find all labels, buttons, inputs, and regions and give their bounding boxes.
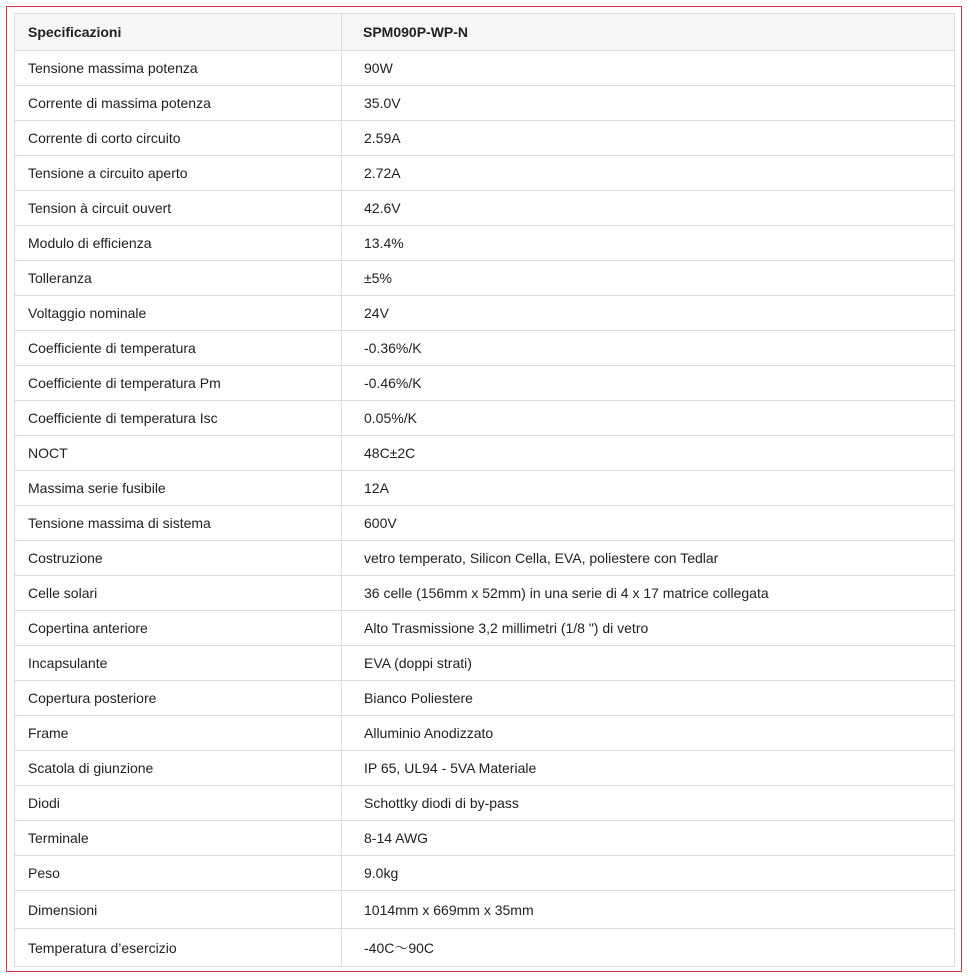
row-value: 48C±2C — [342, 436, 955, 471]
row-label: Costruzione — [15, 541, 342, 576]
table-row — [15, 891, 955, 929]
table-row — [15, 226, 955, 261]
table-row — [15, 821, 955, 856]
table-row — [15, 856, 955, 891]
row-value: Bianco Poliestere — [342, 681, 955, 716]
header-label: Specificazioni — [15, 14, 342, 51]
row-value: 600V — [342, 506, 955, 541]
table-row — [15, 366, 955, 401]
row-value: vetro temperato, Silicon Cella, EVA, poliestere con Tedlar — [342, 541, 955, 576]
row-value: 42.6V — [342, 191, 955, 226]
table-row — [15, 576, 955, 611]
row-label: Copertura posteriore — [15, 681, 342, 716]
row-value: ±5% — [342, 261, 955, 296]
row-value: EVA (doppi strati) — [342, 646, 955, 681]
row-label: Coefficiente di temperatura Isc — [15, 401, 342, 436]
row-value: 90W — [342, 51, 955, 86]
row-value: -0.46%/K — [342, 366, 955, 401]
row-label: Frame — [15, 716, 342, 751]
row-label: Incapsulante — [15, 646, 342, 681]
spec-table — [14, 13, 955, 967]
row-label: Tensione massima potenza — [15, 51, 342, 86]
row-label: Copertina anteriore — [15, 611, 342, 646]
table-row — [15, 506, 955, 541]
table-row — [15, 296, 955, 331]
row-label: Tensione massima di sistema — [15, 506, 342, 541]
table-row — [15, 436, 955, 471]
row-value: 13.4% — [342, 226, 955, 261]
table-row — [15, 646, 955, 681]
table-row — [15, 716, 955, 751]
row-value: Schottky diodi di by-pass — [342, 786, 955, 821]
row-value: IP 65, UL94 - 5VA Materiale — [342, 751, 955, 786]
table-row — [15, 681, 955, 716]
row-value: -40C～90C — [342, 929, 955, 967]
row-label: Voltaggio nominale — [15, 296, 342, 331]
table-row — [15, 86, 955, 121]
row-label: Celle solari — [15, 576, 342, 611]
row-value: -0.36%/K — [342, 331, 955, 366]
header-model: SPM090P-WP-N — [342, 14, 955, 51]
table-row — [15, 261, 955, 296]
row-value: 2.59A — [342, 121, 955, 156]
row-label: Scatola di giunzione — [15, 751, 342, 786]
table-row — [15, 611, 955, 646]
row-label: Temperatura d’esercizio — [15, 929, 342, 967]
table-row — [15, 929, 955, 967]
row-label: NOCT — [15, 436, 342, 471]
table-row — [15, 401, 955, 436]
row-label: Dimensioni — [15, 891, 342, 929]
table-row — [15, 51, 955, 86]
row-label: Coefficiente di temperatura — [15, 331, 342, 366]
table-row — [15, 156, 955, 191]
table-row — [15, 786, 955, 821]
row-label: Corrente di corto circuito — [15, 121, 342, 156]
table-row — [15, 191, 955, 226]
row-label: Modulo di efficienza — [15, 226, 342, 261]
row-value: Alto Trasmissione 3,2 millimetri (1/8 ") di vetro — [342, 611, 955, 646]
row-value: 0.05%/K — [342, 401, 955, 436]
row-value: 36 celle (156mm x 52mm) in una serie di 4 x 17 matrice collegata — [342, 576, 955, 611]
row-label: Diodi — [15, 786, 342, 821]
table-row — [15, 471, 955, 506]
row-label: Tension à circuit ouvert — [15, 191, 342, 226]
table-header-row — [15, 14, 955, 51]
row-label: Corrente di massima potenza — [15, 86, 342, 121]
table-row — [15, 331, 955, 366]
row-value: 8-14 AWG — [342, 821, 955, 856]
row-value: 35.0V — [342, 86, 955, 121]
row-value: 1014mm x 669mm x 35mm — [342, 891, 955, 929]
row-label: Terminale — [15, 821, 342, 856]
table-row — [15, 541, 955, 576]
row-label: Coefficiente di temperatura Pm — [15, 366, 342, 401]
row-value: 9.0kg — [342, 856, 955, 891]
row-label: Tolleranza — [15, 261, 342, 296]
row-label: Tensione a circuito aperto — [15, 156, 342, 191]
table-row — [15, 751, 955, 786]
row-value: 2.72A — [342, 156, 955, 191]
row-value: 12A — [342, 471, 955, 506]
table-row — [15, 121, 955, 156]
row-value: 24V — [342, 296, 955, 331]
row-value: Alluminio Anodizzato — [342, 716, 955, 751]
row-label: Peso — [15, 856, 342, 891]
row-label: Massima serie fusibile — [15, 471, 342, 506]
